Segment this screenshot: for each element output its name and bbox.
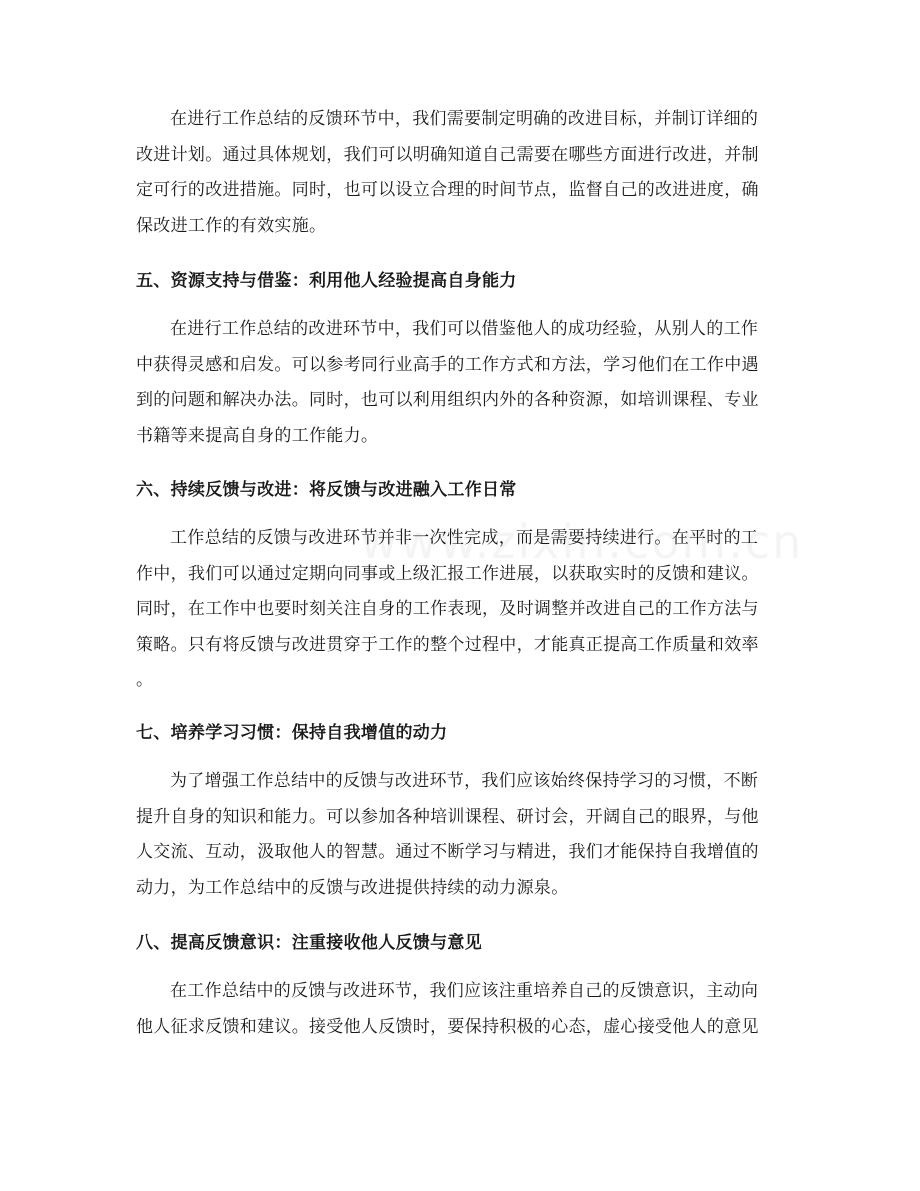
- paragraph-line: 到的问题和解决办法。同时，也可以利用组织内外的各种资源，如培训课程、专业: [136, 390, 759, 410]
- paragraph: [136, 521, 786, 699]
- paragraph-line: 为了增强工作总结中的反馈与改进环节，我们应该始终保持学习的习惯，不断: [170, 771, 759, 791]
- paragraph-line: 中获得灵感和启发。可以参考同行业高手的工作方式和方法，学习他们在工作中遇: [136, 354, 759, 375]
- paragraph-line: 策略。只有将反馈与改进贯穿于工作的整个过程中，才能真正提高工作质量和效率: [136, 634, 759, 655]
- paragraph-line: 工作总结的反馈与改进环节并非一次性完成，而是需要持续进行。在平时的工: [170, 528, 759, 548]
- paragraph-line: 书籍等来提高自身的工作能力。: [136, 425, 379, 446]
- paragraph-line: 。: [136, 670, 154, 690]
- paragraph-line: 改进计划。通过具体规划，我们可以明确知道自己需要在哪些方面进行改进，并制: [136, 144, 759, 165]
- paragraph-section-8: [136, 974, 786, 1045]
- paragraph-section-6: [136, 521, 786, 699]
- paragraph-line: 在进行工作总结的改进环节中，我们可以借鉴他人的成功经验，从别人的工作: [170, 319, 759, 339]
- paragraph: [136, 764, 786, 906]
- paragraph-section-7: [136, 764, 786, 906]
- paragraph-section-5: [136, 312, 786, 454]
- section-heading-6: 六、持续反馈与改进：将反馈与改进融入工作日常: [136, 480, 517, 500]
- paragraph-line: 在进行工作总结的反馈环节中，我们需要制定明确的改进目标，并制订详细的: [170, 109, 759, 129]
- paragraph-line: 保改进工作的有效实施。: [136, 215, 327, 236]
- section-heading-7: 七、培养学习习惯：保持自我增值的动力: [136, 723, 448, 743]
- paragraph: [136, 974, 786, 1045]
- paragraph-line: 在工作总结中的反馈与改进环节，我们应该注重培养自己的反馈意识，主动向: [170, 981, 759, 1001]
- paragraph-line: 定可行的改进措施。同时，也可以设立合理的时间节点，监督自己的改进进度，确: [136, 180, 759, 200]
- paragraph-line: 人交流、互动，汲取他人的智慧。通过不断学习与精进，我们才能保持自我增值的: [136, 842, 759, 862]
- section-heading-5: 五、资源支持与借鉴：利用他人经验提高自身能力: [136, 271, 517, 291]
- paragraph-line: 提升自身的知识和能力。可以参加各种培训课程、研讨会，开阔自己的眼界，与他: [136, 806, 759, 827]
- paragraph-line: 动力，为工作总结中的反馈与改进提供持续的动力源泉。: [136, 877, 569, 898]
- paragraph-line: 他人征求反馈和建议。接受他人反馈时，要保持积极的心态，虚心接受他人的意见: [136, 1016, 759, 1037]
- paragraph-line: 作中，我们可以通过定期向同事或上级汇报工作进展，以获取实时的反馈和建议。: [136, 563, 759, 584]
- section-heading-8: 八、提高反馈意识：注重接收他人反馈与意见: [136, 933, 482, 953]
- paragraph-intro: [136, 102, 786, 244]
- paragraph: [136, 102, 786, 244]
- paragraph-line: 同时，在工作中也要时刻关注自身的工作表现，及时调整并改进自己的工作方法与: [136, 599, 759, 619]
- paragraph: [136, 312, 786, 454]
